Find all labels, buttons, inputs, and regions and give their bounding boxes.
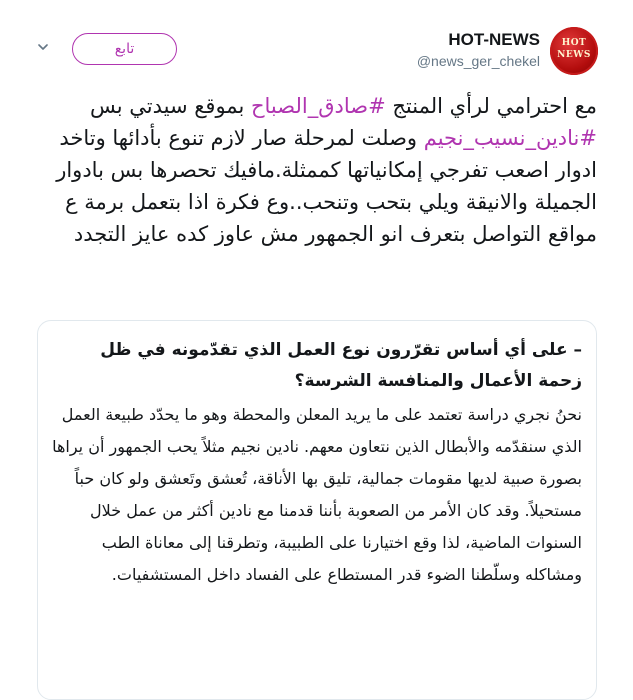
tweet-text-part-1: مع احترامي لرأي المنتج	[385, 94, 597, 118]
card-body: نحنُ نجري دراسة تعتمد على ما يريد المعلن والمحطة وهو ما يحدّد طبيعة العمل الذي سنقدّمه والأبطال الذين نتعاون معهم. نادين نجيم مثلاً يحب الجمهور أن يراها بصورة صبية لديها مقومات جمالية، تليق بها الأناقة، تُعشق وتَعشق ولو كان حباً مستحيلاً. وقد كان الأمر من الصعوبة بأننا قدمنا مع نادين أكثر من عمل خلال السنوات الماضية، لذا وقع اختيارنا على الطبيبة، وتطرقنا إلى معاناة الطب ومشاكله وسلّطنا الضوء قدر المستطاع على الفساد داخل المستشفيات.	[52, 405, 582, 584]
chevron-down-icon[interactable]	[38, 42, 48, 52]
quoted-card[interactable]	[37, 320, 597, 700]
avatar-text-bottom: NEWS	[557, 50, 591, 60]
card-question: – على أي أساس تقرّرون نوع العمل الذي تقدّمونه في ظل زحمة الأعمال والمنافسة الشرسة؟	[100, 340, 582, 391]
hashtag-nadine-nassib-njeim[interactable]: #نادين_نسيب_نجيم	[423, 126, 597, 150]
tweet-header	[0, 0, 633, 90]
tweet-text-part-2: بموقع سيدتي بس	[89, 94, 251, 118]
user-handle[interactable]: @news_ger_chekel	[416, 53, 540, 69]
display-name[interactable]: HOT-NEWS	[448, 30, 540, 49]
tweet-text-part-3: وصلت لمرحلة صار لازم تنوع بأدائها وتاخد ادوار اصعب تفرجي إمكانياتها كممثلة.مافيك تحصرها بس بادوار الجميلة والانيقة ويلي بتحب وتنحب..وع فكرة اذا بتعمل برمة ع مواقع التواصل بتعرف انو الجمهور مش عاوز كده عايز التجدد	[56, 126, 597, 246]
tweet-text	[34, 90, 597, 250]
hashtag-sadek-sabbah[interactable]: #صادق_الصباح	[250, 94, 386, 118]
follow-button[interactable]: تابع	[72, 33, 177, 65]
avatar-text-top: HOT	[561, 38, 587, 48]
avatar[interactable]	[550, 27, 598, 75]
